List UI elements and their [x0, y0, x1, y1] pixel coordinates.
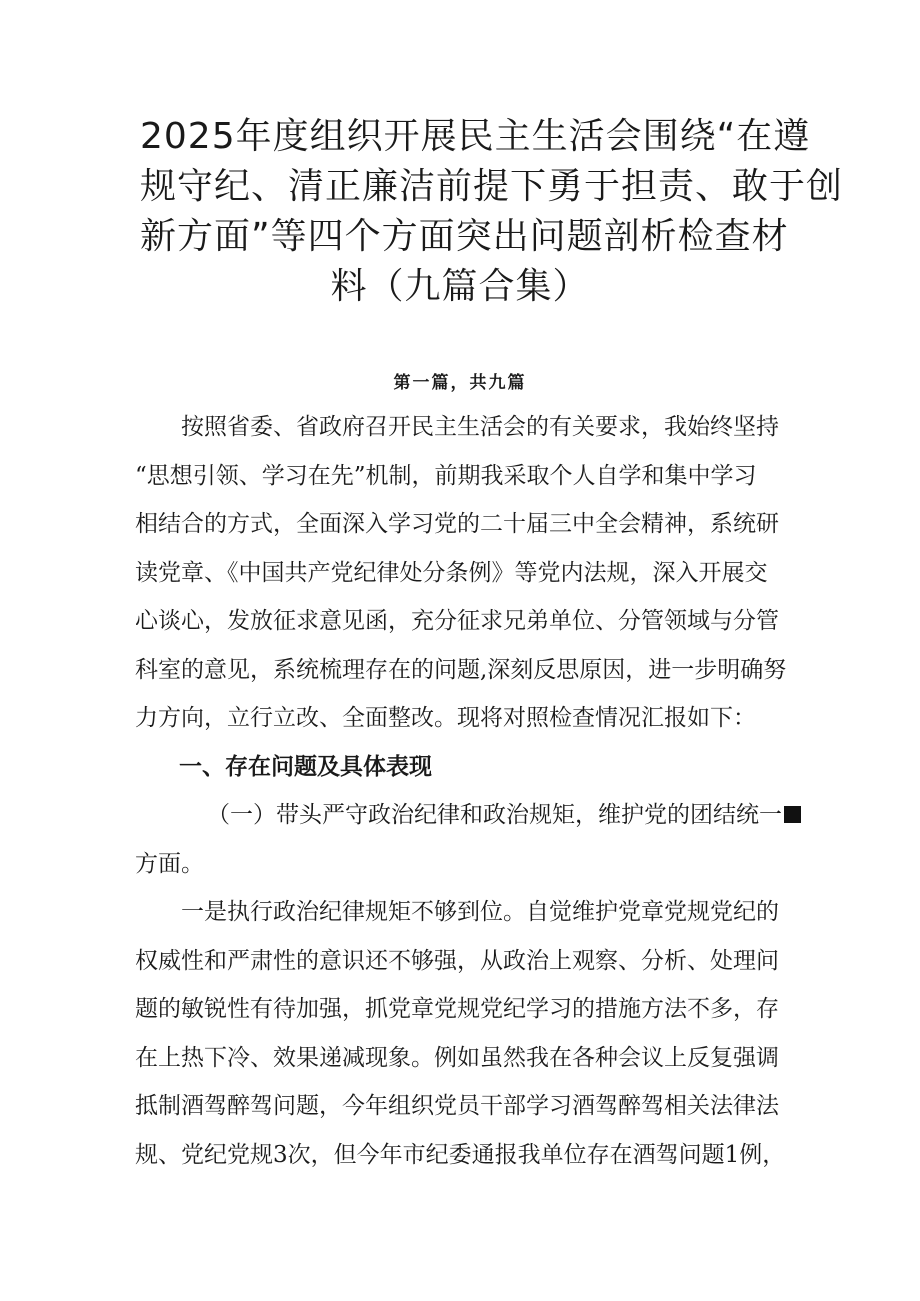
paragraph-line: 抵制酒驾醉驾问题，今年组织党员干部学习酒驾醉驾相关法律法 — [135, 1093, 779, 1119]
paragraph-line: 力方向，立行立改、全面整改。现将对照检查情况汇报如下： — [135, 705, 756, 731]
title-line: 2025年度组织开展民主生活会围绕“在遵 — [140, 116, 811, 157]
paragraph-line: 科室的意见，系统梳理存在的问题,深刻反思原因，进一步明确努 — [135, 656, 787, 683]
subsection-text: （一）带头严守政治纪律和政治规矩，维护党的团结统一 — [207, 802, 782, 828]
paragraph-line: 读党章、《中国共产党纪律处分条例》等党内法规，深入开展交 — [135, 559, 768, 586]
paragraph-line: 题的敏锐性有待加强，抓党章党规党纪学习的措施方法不多，存 — [135, 996, 779, 1022]
paragraph-line: 心谈心，发放征求意见函，充分征求兄弟单位、分管领域与分管 — [135, 608, 779, 634]
title-line: 新方面”等四个方面突出问题剖析检查材 — [140, 216, 789, 257]
title-line: 料（九篇合集） — [330, 266, 590, 307]
document-title — [140, 112, 844, 312]
intro-paragraph — [135, 403, 795, 743]
part-indicator: 第一篇，共九篇 — [393, 373, 527, 393]
square-glyph-icon — [784, 806, 801, 823]
paragraph-line: 相结合的方式，全面深入学习党的二十届三中全会精神，系统研 — [135, 511, 779, 537]
subsection-line: 方面。 — [135, 850, 204, 877]
title-line: 规守纪、清正廉洁前提下勇于担责、敢于创 — [140, 166, 844, 207]
paragraph-line: 权威性和严肃性的意识还不够强，从政治上观察、分析、处理问 — [135, 947, 779, 974]
paragraph-line: “思想引领、学习在先”机制，前期我采取个人自学和集中学习 — [135, 462, 757, 489]
issue-paragraph — [135, 888, 795, 1179]
paragraph-line: 规、党纪党规3次，但今年市纪委通报我单位存在酒驾问题1例， — [135, 1141, 786, 1168]
paragraph-line: 一是执行政治纪律规矩不够到位。自觉维护党章党规党纪的 — [181, 899, 779, 925]
subsection-line — [135, 791, 795, 840]
subsection-heading — [135, 791, 795, 888]
paragraph-line: 按照省委、省政府召开民主生活会的有关要求，我始终坚持 — [181, 414, 779, 440]
section-heading: 一、存在问题及具体表现 — [179, 753, 432, 780]
document-body — [135, 403, 795, 1179]
paragraph-line: 在上热下冷、效果递减现象。例如虽然我在各种会议上反复强调 — [135, 1044, 779, 1071]
